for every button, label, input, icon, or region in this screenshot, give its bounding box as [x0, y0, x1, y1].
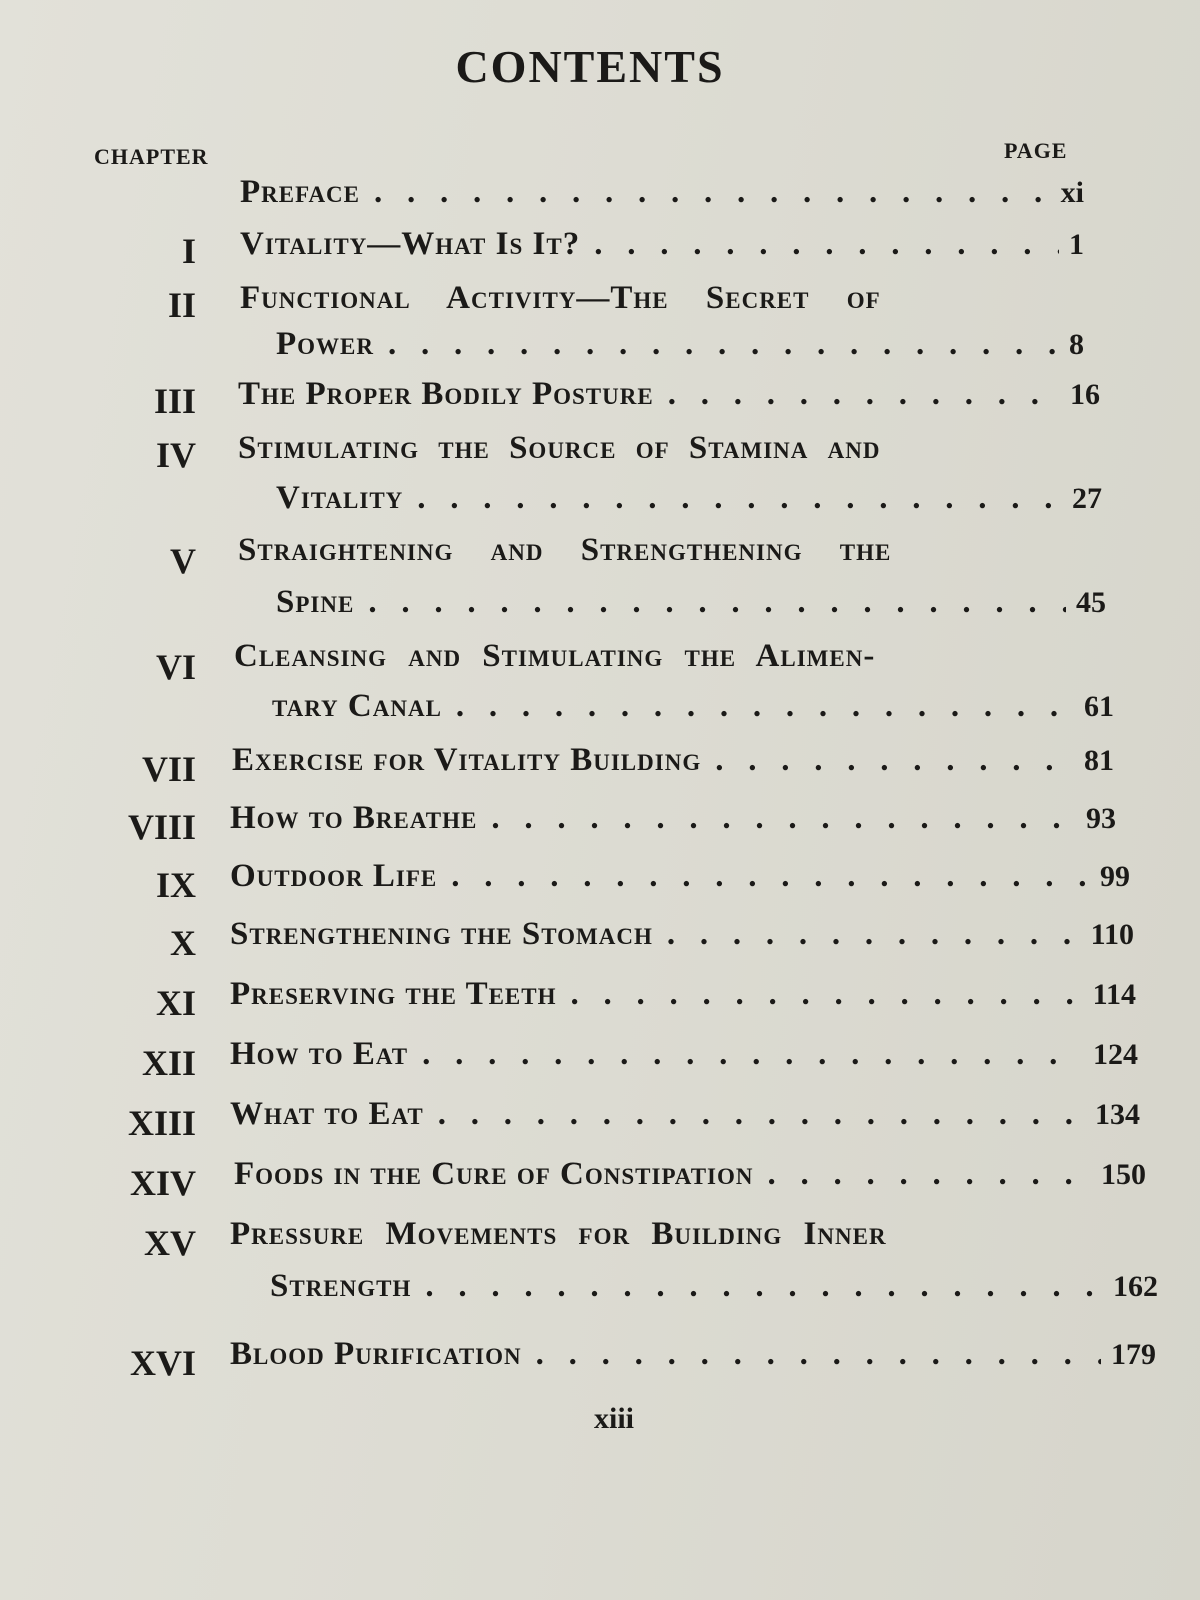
toc-page-number: 16 [1070, 378, 1100, 411]
toc-line [240, 226, 1084, 263]
toc-entry-title: Straightening and Strengthening the [238, 532, 892, 568]
toc-entry-title: Pressure Movements for Building Inner [230, 1216, 887, 1252]
toc-line [230, 1036, 1138, 1073]
chapter-number: VI [155, 647, 196, 687]
dot-leader [417, 480, 1062, 517]
toc-page-number: 99 [1100, 860, 1130, 893]
toc-entry-chapter-14[interactable] [0, 1154, 1200, 1204]
toc-line [230, 916, 1134, 953]
toc-page-number: xi [1060, 176, 1084, 209]
toc-line [230, 1216, 887, 1253]
toc-entry-title: Functional Activity—The Secret of [240, 280, 881, 316]
toc-page-number: 1 [1069, 228, 1084, 261]
toc-entry-chapter-5[interactable] [0, 532, 1200, 620]
toc-entry-title-continued: Vitality [276, 480, 404, 516]
toc-page-number: 81 [1084, 744, 1114, 777]
toc-line-continued [270, 1268, 1158, 1305]
toc-entry-chapter-13[interactable] [0, 1094, 1200, 1144]
toc-entry-title: The Proper Bodily Posture [238, 376, 654, 412]
dot-leader [368, 584, 1066, 621]
toc-page-number: 114 [1092, 978, 1136, 1011]
dot-leader [491, 800, 1076, 837]
toc-entry-chapter-10[interactable] [0, 914, 1200, 964]
toc-entry-chapter-15[interactable] [0, 1214, 1200, 1304]
toc-page-number: 8 [1069, 328, 1084, 361]
toc-entry-title-continued: Spine [276, 584, 355, 620]
toc-entry-chapter-2[interactable] [0, 276, 1200, 362]
toc-line-continued [276, 326, 1084, 363]
toc-page-number: 27 [1072, 482, 1102, 515]
toc-page-number: 179 [1111, 1338, 1156, 1371]
toc-entry-chapter-16[interactable] [0, 1334, 1200, 1384]
toc-line [238, 376, 1100, 413]
toc-line [238, 430, 880, 467]
toc-line [240, 174, 1084, 211]
dot-leader [667, 916, 1081, 953]
chapter-number: IV [155, 435, 196, 475]
toc-entry-title: Outdoor Life [230, 858, 438, 894]
chapter-number: II [167, 285, 196, 325]
toc-page-number: 162 [1113, 1270, 1158, 1303]
dot-leader [374, 174, 1051, 211]
chapter-number: XII [141, 1043, 196, 1083]
chapter-number: IX [155, 865, 196, 905]
chapter-number: X [170, 923, 196, 963]
toc-entry-title-continued: Strength [270, 1268, 412, 1304]
toc-entry-title: Blood Purification [230, 1336, 522, 1372]
dot-leader [715, 742, 1074, 779]
toc-line [238, 532, 891, 569]
dot-leader [422, 1036, 1083, 1073]
toc-line [234, 1156, 1146, 1193]
toc-entry-title: Strengthening the Stomach [230, 916, 653, 952]
chapter-number: III [153, 381, 196, 421]
chapter-number: XIII [127, 1103, 196, 1143]
page-column-header: PAGE [1004, 138, 1068, 163]
toc-line [230, 858, 1130, 895]
chapter-column-header: CHAPTER [94, 144, 209, 169]
chapter-number: XIV [129, 1163, 196, 1203]
toc-line [234, 638, 875, 675]
dot-leader [594, 226, 1059, 263]
toc-entry-title-continued: tary Canal [272, 688, 442, 724]
toc-page-number: 93 [1086, 802, 1116, 835]
toc-line [232, 742, 1114, 779]
toc-page-number: 150 [1101, 1158, 1146, 1191]
toc-line-continued [276, 584, 1106, 621]
toc-entry-chapter-8[interactable] [0, 798, 1200, 848]
toc-entry-title: Exercise for Vitality Building [232, 742, 702, 778]
toc-entry-title: Foods in the Cure of Constipation [234, 1156, 754, 1192]
toc-line [230, 800, 1116, 837]
page-title: CONTENTS [455, 41, 725, 92]
dot-leader [668, 376, 1060, 413]
toc-line-continued [276, 480, 1102, 517]
toc-entry-chapter-4[interactable] [0, 426, 1200, 516]
chapter-number: VII [141, 749, 196, 789]
toc-entry-title: What to Eat [230, 1096, 424, 1132]
toc-entry-chapter-12[interactable] [0, 1034, 1200, 1084]
toc-page-number: 124 [1093, 1038, 1138, 1071]
toc-entry-title: Preface [240, 174, 361, 210]
chapter-number: XI [155, 983, 196, 1023]
dot-leader [536, 1336, 1101, 1373]
toc-page-number: 45 [1076, 586, 1106, 619]
dot-leader [768, 1156, 1091, 1193]
chapter-number: XVI [129, 1343, 196, 1383]
toc-page-number: 110 [1090, 918, 1134, 951]
toc-entry-chapter-9[interactable] [0, 856, 1200, 906]
dot-leader [438, 1096, 1085, 1133]
toc-entry-title: Cleansing and Stimulating the Alimen- [234, 638, 876, 674]
toc-page-number: 134 [1095, 1098, 1140, 1131]
toc-line [230, 1336, 1156, 1373]
toc-page-number: 61 [1084, 690, 1114, 723]
dot-leader [451, 858, 1090, 895]
toc-entry-title-continued: Power [276, 326, 374, 362]
dot-leader [388, 326, 1059, 363]
toc-entry-title: How to Breathe [230, 800, 478, 836]
toc-entry-chapter-11[interactable] [0, 974, 1200, 1024]
toc-entry-chapter-6[interactable] [0, 638, 1200, 724]
toc-entry-title: How to Eat [230, 1036, 409, 1072]
toc-entry-title: Vitality—What Is It? [240, 226, 581, 262]
toc-entry-preface[interactable] [0, 170, 1200, 220]
dot-leader [571, 976, 1083, 1013]
chapter-number: I [181, 231, 196, 271]
toc-entry-chapter-1[interactable] [0, 222, 1200, 272]
toc-entry-title: Stimulating the Source of Stamina and [238, 430, 881, 466]
chapter-number: XV [144, 1223, 196, 1263]
dot-leader [425, 1268, 1103, 1305]
chapter-number: V [170, 541, 196, 581]
toc-line-continued [272, 688, 1114, 725]
toc-line [240, 280, 881, 317]
page-folio-number: xiii [593, 1402, 634, 1435]
toc-entry-chapter-3[interactable] [0, 372, 1200, 422]
toc-line [230, 976, 1136, 1013]
toc-entry-title: Preserving the Teeth [230, 976, 557, 1012]
toc-line [230, 1096, 1140, 1133]
toc-entry-chapter-7[interactable] [0, 740, 1200, 790]
dot-leader [456, 688, 1074, 725]
chapter-number: VIII [127, 807, 196, 847]
